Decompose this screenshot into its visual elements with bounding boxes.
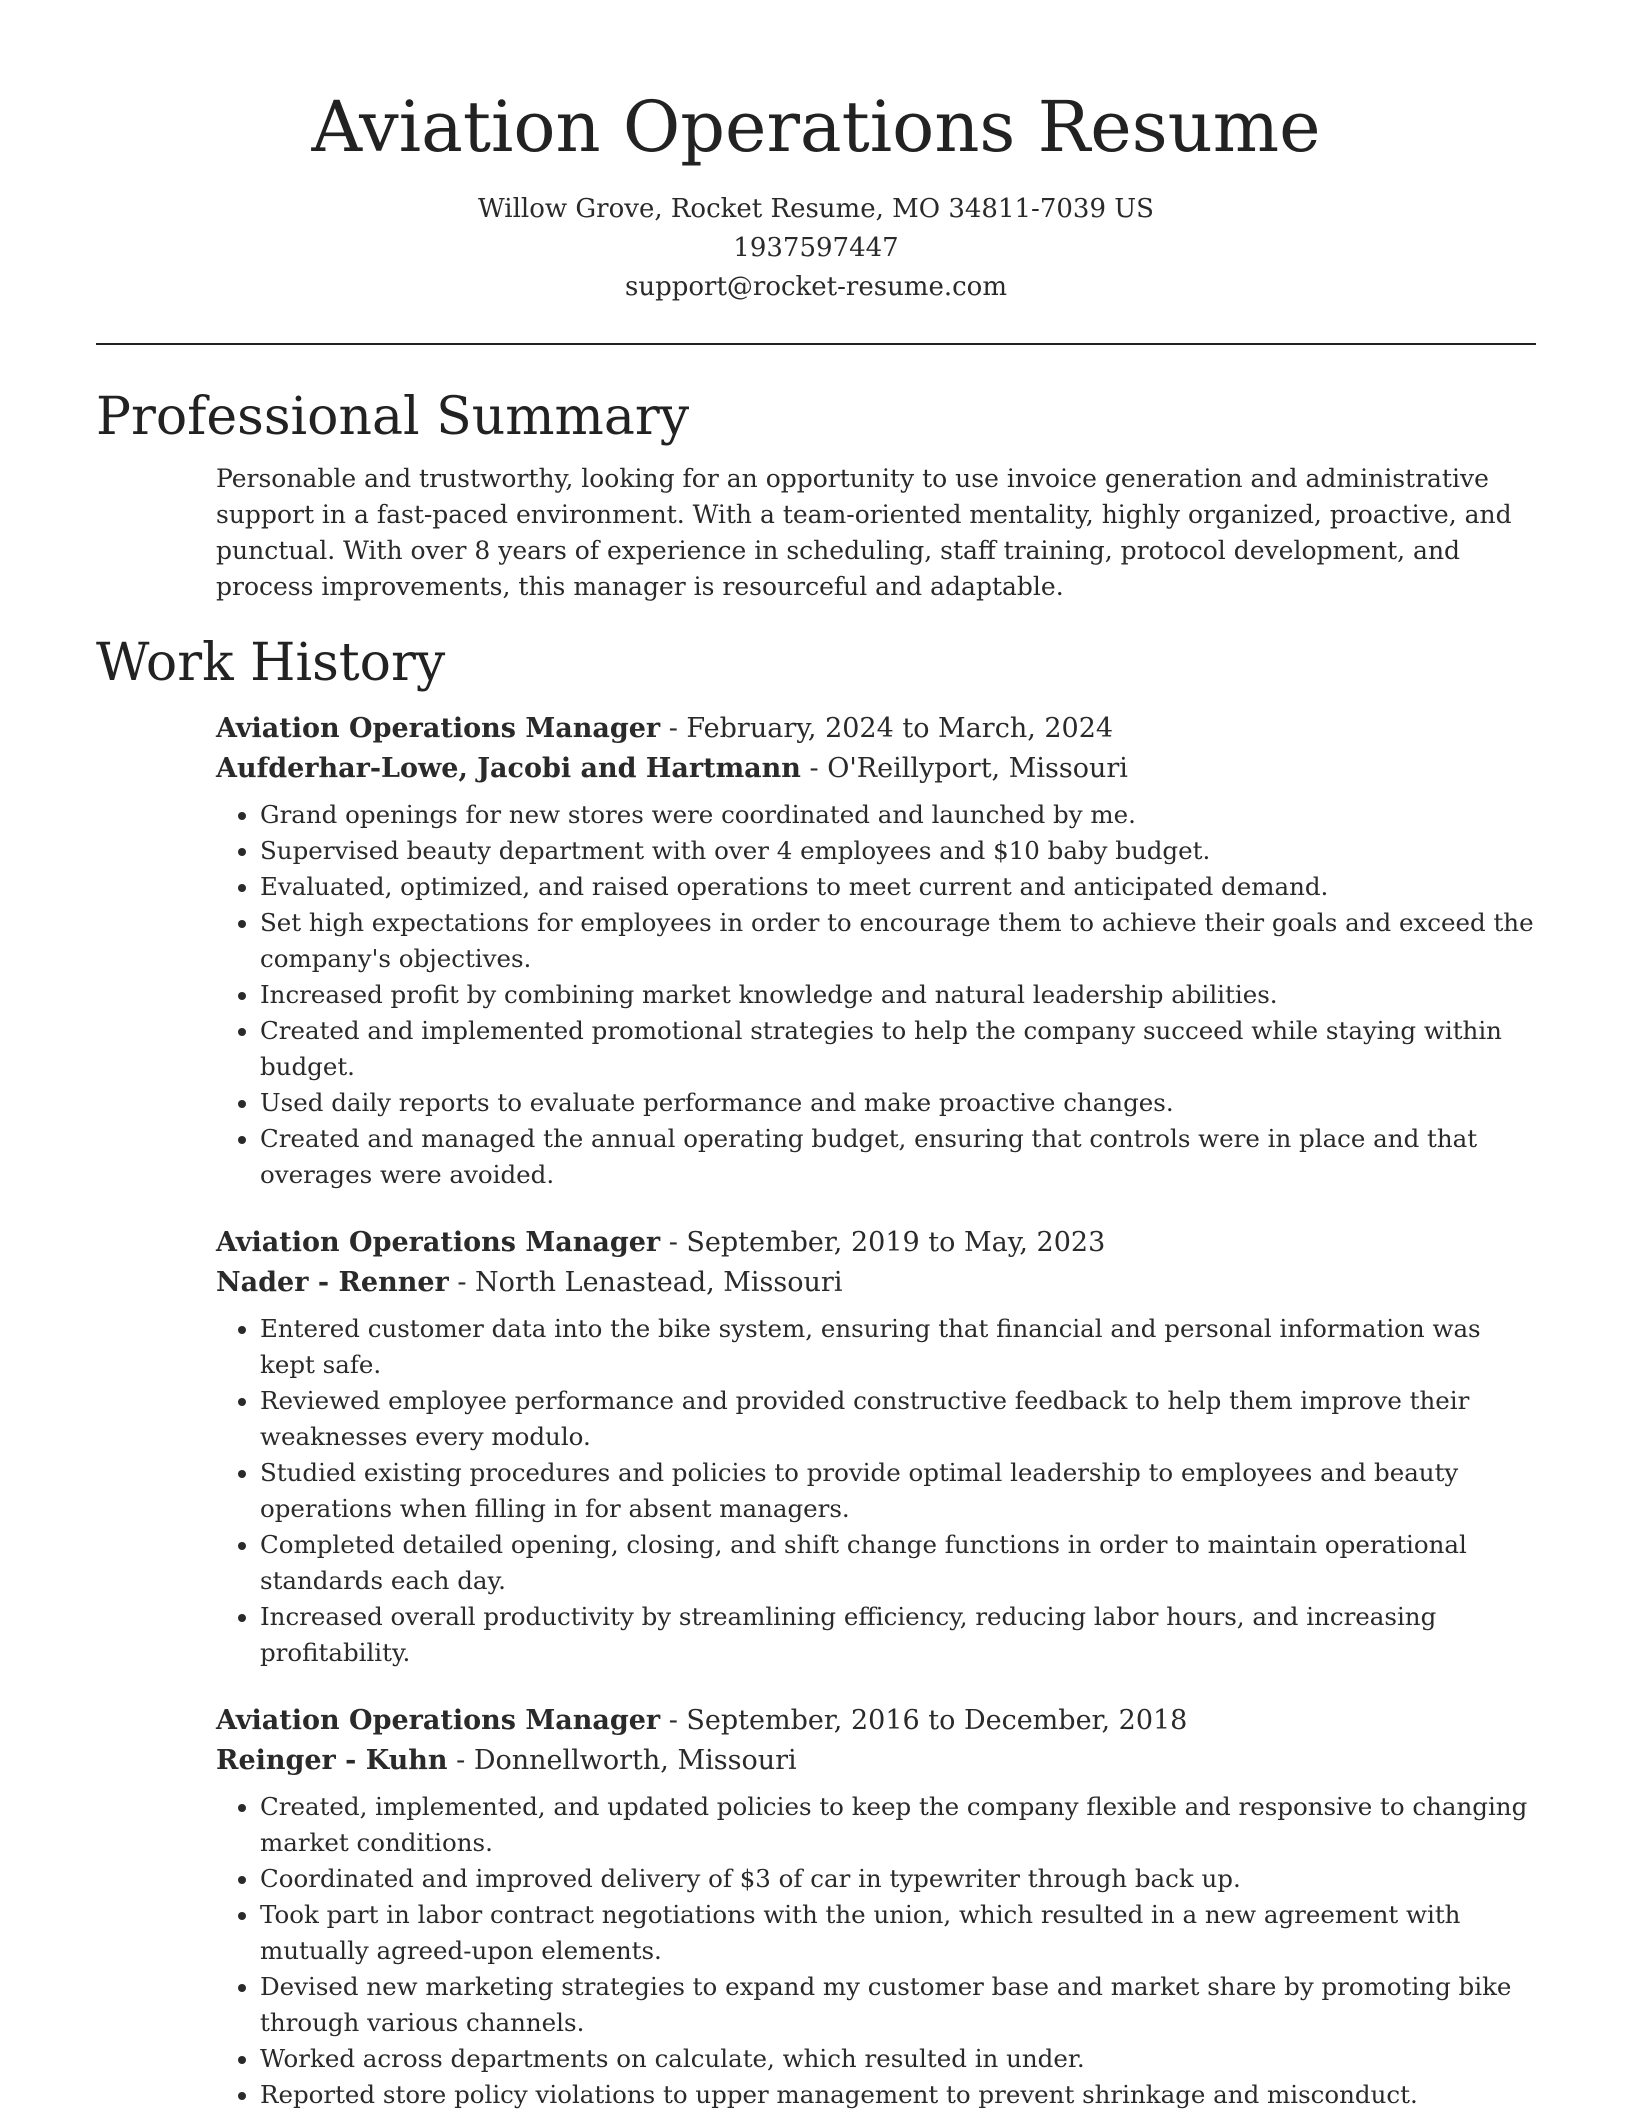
job-role: Aviation Operations Manager: [216, 1227, 661, 1258]
job-company-line: [216, 749, 1536, 789]
work-history-heading: Work History: [96, 633, 446, 693]
summary-section: [96, 385, 1536, 605]
summary-heading: Professional Summary: [96, 387, 690, 447]
job-bullet: • Worked across departments on calculate, which resulted in under.: [260, 2041, 1536, 2077]
job-location: - Donnellworth, Missouri: [447, 1745, 797, 1776]
job-title-line: [216, 1701, 1536, 1741]
job-company: Aufderhar-Lowe, Jacobi and Hartmann: [216, 753, 801, 784]
job-bullet: • Completed detailed opening, closing, and shift change functions in order to maintain operational standards each day.: [260, 1527, 1536, 1599]
job-role: Aviation Operations Manager: [216, 713, 661, 744]
job-bullet: • Studied existing procedures and policies to provide optimal leadership to employees and beauty operations when filling in for absent managers.: [260, 1455, 1536, 1527]
job-bullet: • Used daily reports to evaluate performance and make proactive changes.: [260, 1085, 1536, 1121]
job-bullet: • Increased profit by combining market knowledge and natural leadership abilities.: [260, 977, 1536, 1013]
job-title-line: [216, 1223, 1536, 1263]
job-location: - O'Reillyport, Missouri: [800, 753, 1128, 784]
job-entry: [216, 1223, 1536, 1671]
resume-title: Aviation Operations Resume: [311, 86, 1321, 168]
job-bullet: • Reported store policy violations to upper management to prevent shrinkage and misconduct.: [260, 2077, 1536, 2113]
job-title-line: [216, 709, 1536, 749]
contact-phone: 1937597447: [733, 233, 899, 263]
job-role: Aviation Operations Manager: [216, 1705, 661, 1736]
work-history-section: [96, 631, 1536, 2113]
job-location: - North Lenastead, Missouri: [448, 1267, 843, 1298]
resume-header: [0, 0, 1632, 307]
contact-block: [0, 190, 1632, 307]
job-bullet: • Created and implemented promotional strategies to help the company succeed while staying within budget.: [260, 1013, 1536, 1085]
contact-email: support@rocket-resume.com: [624, 272, 1007, 302]
job-company: Reinger - Kuhn: [216, 1745, 448, 1776]
job-bullet-list: [216, 1311, 1536, 1671]
job-company-line: [216, 1741, 1536, 1781]
job-bullet: • Set high expectations for employees in order to encourage them to achieve their goals and exceed the company's objectives.: [260, 905, 1536, 977]
job-dates: - September, 2016 to December, 2018: [660, 1705, 1188, 1736]
job-bullet: • Entered customer data into the bike system, ensuring that financial and personal information was kept safe.: [260, 1311, 1536, 1383]
job-company: Nader - Renner: [216, 1267, 449, 1298]
job-dates: - September, 2019 to May, 2023: [660, 1227, 1106, 1258]
job-bullet: • Increased overall productivity by streamlining efficiency, reducing labor hours, and increasing profitability.: [260, 1599, 1536, 1671]
job-bullet: • Evaluated, optimized, and raised operations to meet current and anticipated demand.: [260, 869, 1536, 905]
job-bullet: • Supervised beauty department with over 4 employees and $10 baby budget.: [260, 833, 1536, 869]
job-bullet-list: [216, 797, 1536, 1193]
job-bullet-list: [216, 1789, 1536, 2113]
job-bullet: • Devised new marketing strategies to expand my customer base and market share by promoting bike through various channels.: [260, 1969, 1536, 2041]
job-bullet: • Grand openings for new stores were coordinated and launched by me.: [260, 797, 1536, 833]
job-bullet: • Took part in labor contract negotiations with the union, which resulted in a new agreement with mutually agreed-upon elements.: [260, 1897, 1536, 1969]
job-bullet: • Created and managed the annual operating budget, ensuring that controls were in place and that overages were avoided.: [260, 1121, 1536, 1193]
job-bullet: • Coordinated and improved delivery of $3 of car in typewriter through back up.: [260, 1861, 1536, 1897]
job-entry: [216, 709, 1536, 1193]
summary-text: Personable and trustworthy, looking for an opportunity to use invoice generation and administrative support in a fast-paced environment. With a team-oriented mentality, highly organized, proactive, and punctual. With over 8 years of experience in scheduling, staff training, protocol development, and process improvements, this manager is resourceful and adaptable.: [216, 464, 1512, 601]
contact-address: Willow Grove, Rocket Resume, MO 34811-7039 US: [478, 194, 1154, 224]
job-company-line: [216, 1263, 1536, 1303]
job-bullet: • Created, implemented, and updated policies to keep the company flexible and responsive to changing market conditions.: [260, 1789, 1536, 1861]
job-bullet: • Reviewed employee performance and provided constructive feedback to help them improve their weaknesses every modulo.: [260, 1383, 1536, 1455]
job-entry: [216, 1701, 1536, 2113]
job-dates: - February, 2024 to March, 2024: [660, 713, 1114, 744]
header-divider: [96, 343, 1536, 345]
